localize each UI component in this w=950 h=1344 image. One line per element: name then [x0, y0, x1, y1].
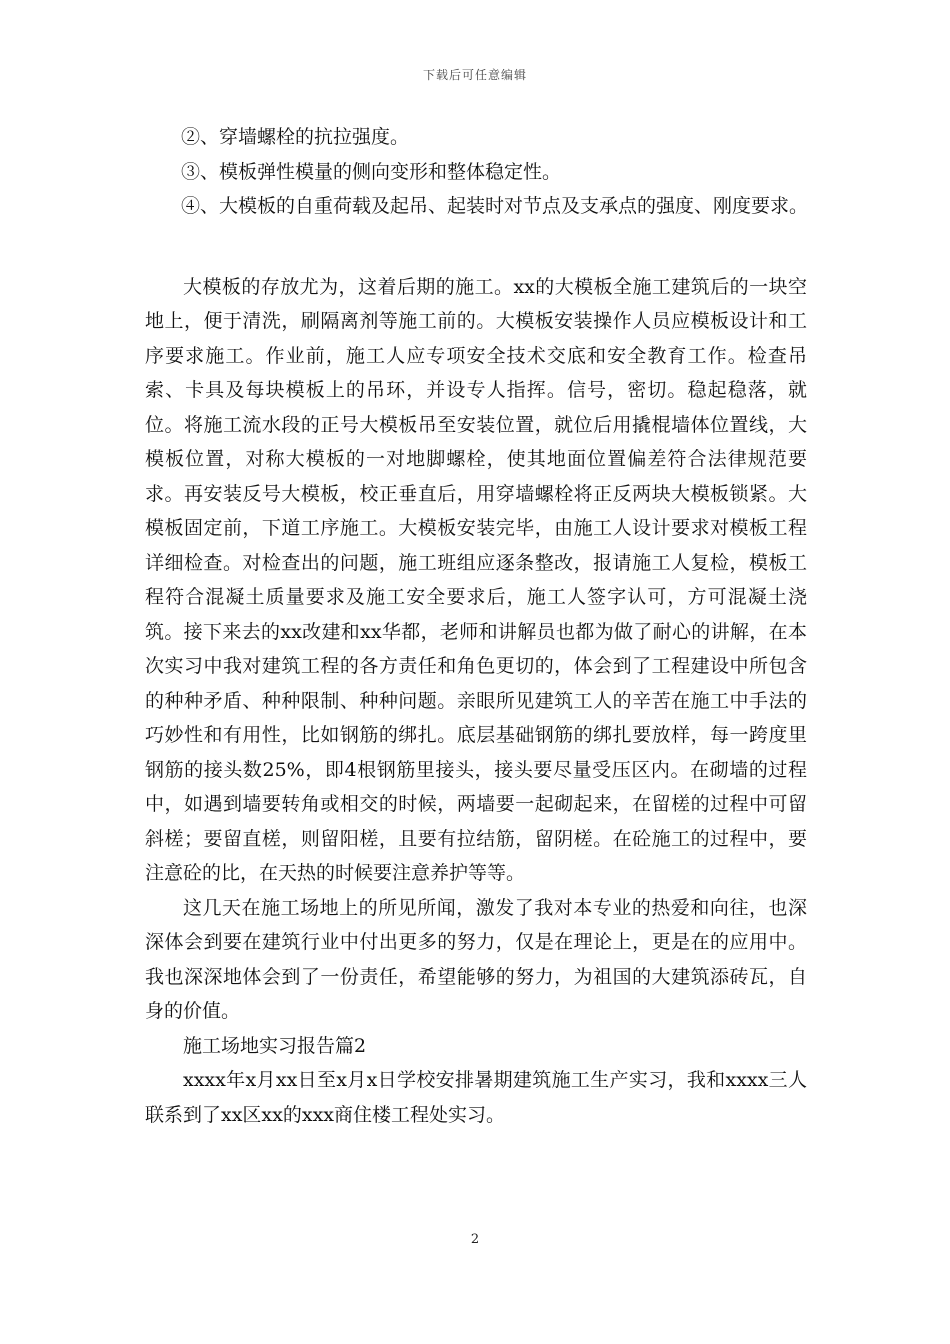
document-body — [145, 120, 807, 1132]
spacer — [145, 224, 807, 270]
paragraph: xxxx年x月xx日至x月x日学校安排暑期建筑施工生产实习，我和xxxx三人联系到了xx区xx的xxx商住楼工程处实习。 — [145, 1069, 807, 1126]
paragraph: 这几天在施工场地上的所见所闻，激发了我对本专业的热爱和向往，也深深体会到要在建筑行业中付出更多的努力，仅是在理论上，更是在的应用中。我也深深地体会到了一份责任，希望能够的努力，为祖国的大建筑添砖瓦，自身的价值。 — [145, 896, 807, 1022]
page-number: 2 — [470, 1232, 480, 1247]
list-item: ③、模板弹性模量的侧向变形和整体稳定性。 — [181, 160, 562, 183]
list-item: ④、大模板的自重荷载及起吊、起装时对节点及支承点的强度、刚度要求。 — [181, 195, 809, 217]
list-item: ②、穿墙螺栓的抗拉强度。 — [181, 126, 410, 148]
section-heading: 施工场地实习报告篇2 — [183, 1034, 367, 1057]
header-note: 下载后可任意编辑 — [422, 68, 527, 82]
paragraph: 大模板的存放尤为，这着后期的施工。xx的大模板全施工建筑后的一块空地上，便于清洗，刷隔离剂等施工前的。大模板安装操作人员应模板设计和工序要求施工。作业前，施工人应专项安全技术交底和安全教育工作。检查吊索、卡具及每块模板上的吊环，并设专人指挥。信号，密切。稳起稳落，就位。将施工流水段的正号大模板吊至安装位置，就位后用撬棍墙体位置线，大模板位置，对称大模板的一对地脚螺栓，使其地面位置偏差符合法律规范要求。再安装反号大模板，校正垂直后，用穿墙螺栓将正反两块大模板锁紧。大模板固定前，下道工序施工。大模板安装完毕，由施工人设计要求对模板工程详细检查。对检查出的问题，施工班组应逐条整改，报请施工人复检，模板工程符合混凝土质量要求及施工安全要求后，施工人签字认可，方可混凝土浇筑。接下来去的xx改建和xx华都，老师和讲解员也都为做了耐心的讲解，在本次实习中我对建筑工程的各方责任和角色更切的，体会到了工程建设中所包含的种种矛盾、种种限制、种种问题。亲眼所见建筑工人的辛苦在施工中手法的巧妙性和有用性，比如钢筋的绑扎。底层基础钢筋的绑扎要放样，每一跨度里钢筋的接头数25%，即4根钢筋里接头，接头要尽量受压区内。在砌墙的过程中，如遇到墙要转角或相交的时候，两墙要一起砌起来，在留槎的过程中可留斜槎；要留直槎，则留阳槎，且要有拉结筋，留阴槎。在砼施工的过程中，要注意砼的比，在天热的时候要注意养护等等。 — [145, 275, 807, 884]
